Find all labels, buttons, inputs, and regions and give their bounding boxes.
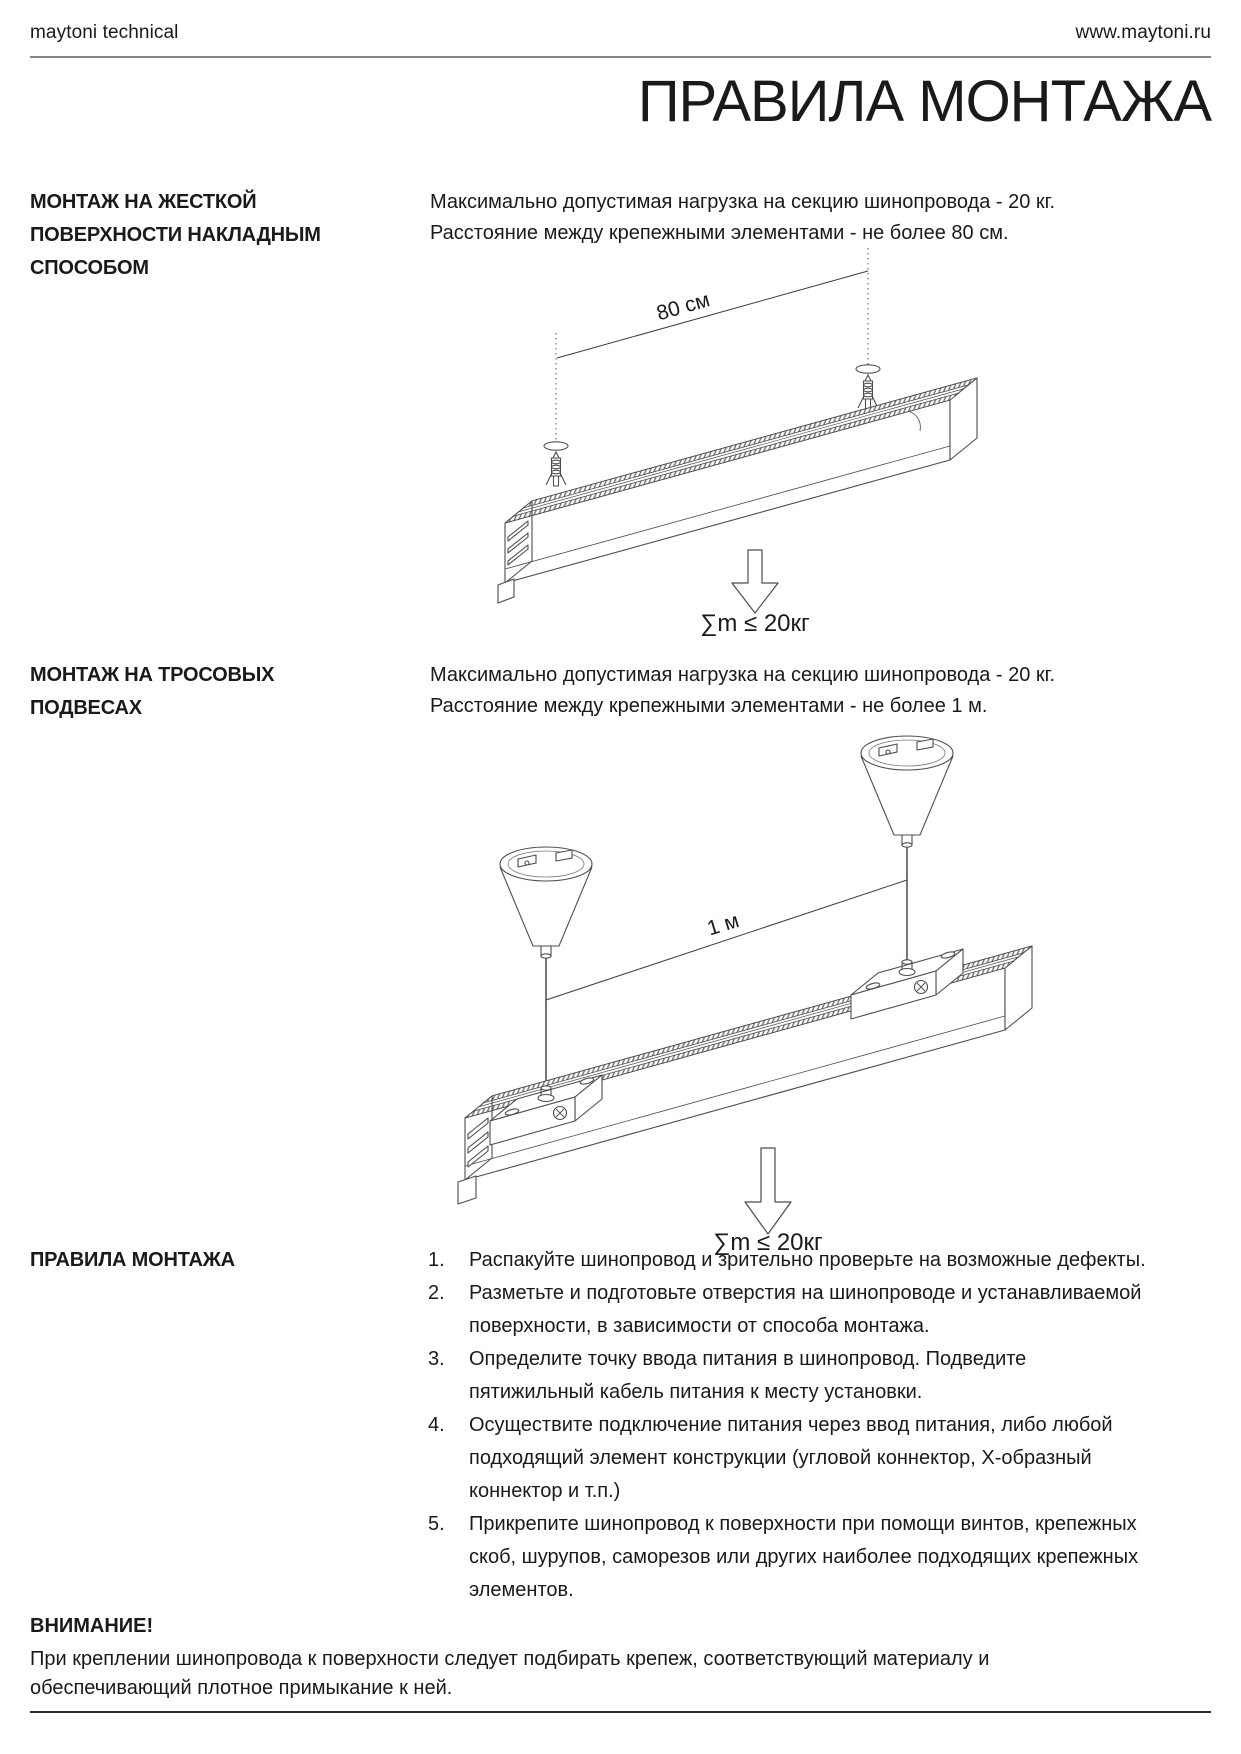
warning-line: При креплении шинопровода к поверхности следует подбирать крепеж, соответствующий материалу и [30, 1648, 990, 1670]
list-item-number: 5. [428, 1513, 445, 1535]
load-arrow-icon [745, 1148, 791, 1234]
ceiling-canopy-icon [500, 847, 592, 958]
website-text: www.maytoni.ru [1075, 22, 1211, 43]
dimension-label: 1 м [704, 909, 742, 941]
suspension-mount-diagram [430, 648, 1070, 1258]
dimension-line [546, 880, 907, 1000]
section-heading-rules [30, 1244, 390, 1277]
body-line: Расстояние между крепежными элементами - не более 1 м. [430, 695, 988, 717]
body-line: Максимально допустимая нагрузка на секцию шинопровода - 20 кг. [430, 664, 1056, 686]
surface-mount-diagram [430, 225, 1070, 637]
list-item [428, 1277, 1146, 1343]
load-label: ∑m ≤ 20кг [713, 1229, 823, 1256]
list-item-line: элементов. [469, 1579, 574, 1601]
list-item-number: 2. [428, 1282, 445, 1304]
list-item-number: 3. [428, 1348, 445, 1370]
list-item-line: поверхности, в зависимости от способа монтажа. [469, 1315, 930, 1337]
list-item-line: Разметьте и подготовьте отверстия на шинопроводе и устанавливаемой [469, 1282, 1142, 1304]
brand-text: maytoni technical [30, 22, 179, 43]
body-line: Максимально допустимая нагрузка на секцию шинопровода - 20 кг. [430, 191, 1056, 213]
ceiling-canopy-icon [861, 736, 953, 847]
heading-line: МОНТАЖ НА ЖЕСТКОЙ [30, 191, 257, 213]
screw-anchor-icon [856, 365, 880, 409]
list-item-line: пятижильный кабель питания к месту установки. [469, 1381, 923, 1403]
heading-line: ПОДВЕСАХ [30, 697, 142, 719]
track-drawing [498, 378, 977, 603]
list-item [428, 1343, 1146, 1409]
load-arrow-icon [732, 550, 778, 613]
screw-anchor-icon [544, 442, 568, 486]
dimension-line [557, 271, 868, 358]
list-item-number: 4. [428, 1414, 445, 1436]
list-item [428, 1244, 1146, 1277]
warning-heading: ВНИМАНИЕ! [30, 1615, 154, 1637]
list-item-line: Осуществите подключение питания через ввод питания, либо любой [469, 1414, 1113, 1436]
page-title: ПРАВИЛА МОНТАЖА [637, 69, 1211, 134]
list-item-line: Прикрепите шинопровод к поверхности при помощи винтов, крепежных [469, 1513, 1137, 1535]
list-item-line: Определите точку ввода питания в шинопровод. Подведите [469, 1348, 1027, 1370]
list-item-line: подходящий элемент конструкции (угловой коннектор, Х-образный [469, 1447, 1092, 1469]
warning-text [30, 1645, 989, 1703]
list-item-number: 1. [428, 1249, 445, 1271]
heading-line: СПОСОБОМ [30, 257, 149, 279]
list-item-line: коннектор и т.п.) [469, 1480, 621, 1502]
footer-divider [30, 1711, 1211, 1713]
header-divider [30, 56, 1211, 58]
heading-line: ПОВЕРХНОСТИ НАКЛАДНЫМ [30, 224, 321, 246]
heading-line: МОНТАЖ НА ТРОСОВЫХ [30, 664, 275, 686]
heading-line: ПРАВИЛА МОНТАЖА [30, 1249, 235, 1271]
list-item [428, 1508, 1146, 1607]
section-heading-surface-mount [30, 186, 390, 285]
list-item [428, 1409, 1146, 1508]
rules-list [428, 1244, 1146, 1607]
dimension-label: 80 см [654, 288, 713, 326]
section-heading-suspension [30, 659, 390, 725]
list-item-line: скоб, шурупов, саморезов или других наиболее подходящих крепежных [469, 1546, 1139, 1568]
body-line: Расстояние между крепежными элементами - не более 80 см. [430, 222, 1009, 244]
warning-line: обеспечивающий плотное примыкание к ней. [30, 1677, 453, 1699]
list-item-line: Распакуйте шинопровод и зрительно проверьте на возможные дефекты. [469, 1249, 1146, 1271]
load-label: ∑m ≤ 20кг [700, 610, 810, 637]
